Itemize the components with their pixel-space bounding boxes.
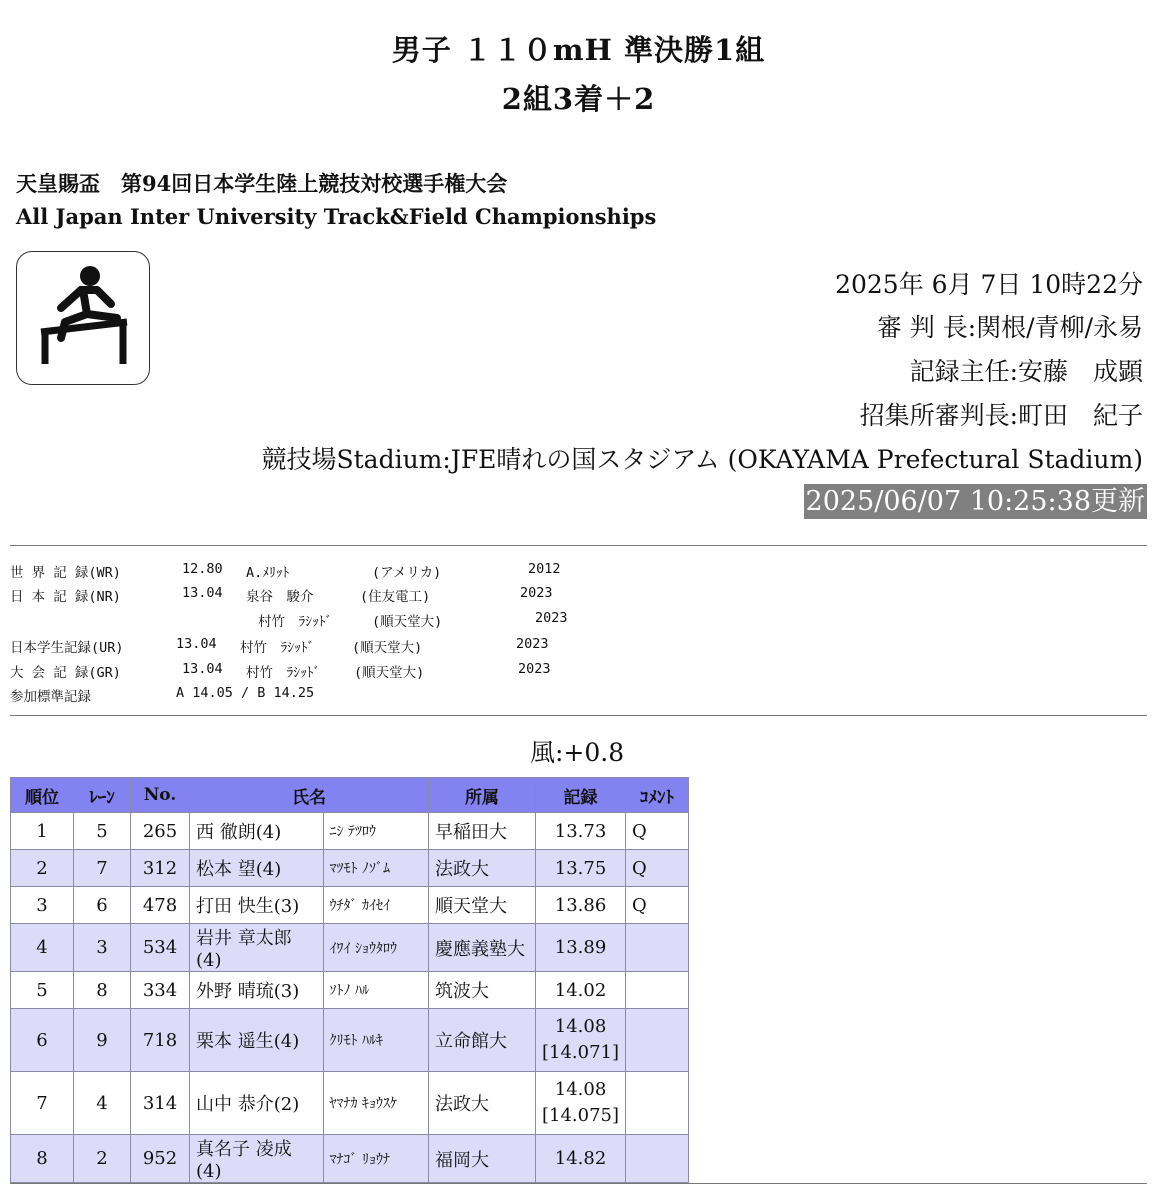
name-cell: 打田 快生(3) [190,887,324,924]
kana-cell: ｸﾘﾓﾄ ﾊﾙｷ [323,1009,428,1072]
comment-cell: Q [626,850,689,887]
time-cell: 13.73 [536,813,626,850]
team-cell: 慶應義塾大 [429,924,536,972]
name-cell: 松本 望(4) [190,850,324,887]
team-cell: 福岡大 [429,1135,536,1183]
lane-cell: 8 [74,972,131,1009]
nr-year: 2023 [520,585,553,601]
comment-cell [626,1072,689,1135]
results-table [10,777,689,1183]
nr2-team: (順天堂大) [372,614,443,630]
lane-cell: 2 [74,1135,131,1183]
kana-cell: ﾏﾅｺﾞ ﾘｮｳﾅ [323,1135,428,1183]
number-cell: 334 [131,972,190,1009]
event-logo [16,251,150,385]
table-row [11,887,689,924]
kana-cell: ｲﾜｲ ｼｮｳﾀﾛｳ [323,924,428,972]
kana-cell: ﾔﾏﾅｶ ｷｮｳｽｹ [323,1072,428,1135]
lane-cell: 9 [74,1009,131,1072]
nr-time: 13.04 [182,585,223,601]
header-lane: ﾚｰﾝ [74,778,131,813]
lane-cell: 7 [74,850,131,887]
divider [10,1183,1147,1184]
call-room-referee: 招集所審判長:町田 紀子 [859,401,1143,430]
rank-cell: 8 [11,1135,74,1183]
lane-cell: 3 [74,924,131,972]
number-cell: 314 [131,1072,190,1135]
kana-cell: ﾆｼ ﾃﾂﾛｳ [323,813,428,850]
ur-name: 村竹 ﾗｼｯﾄﾞ [240,640,315,656]
header-rank: 順位 [11,778,74,813]
number-cell: 952 [131,1135,190,1183]
name-cell: 真名子 凌成(4) [190,1135,324,1183]
table-header-row [11,778,689,813]
header-time: 記録 [536,778,626,813]
divider [10,545,1147,546]
time-value: 14.08 [554,1016,607,1037]
nr-name: 泉谷 駿介 [246,589,314,605]
header-team: 所属 [429,778,536,813]
number-cell: 312 [131,850,190,887]
updated-timestamp: 2025/06/07 10:25:38更新 [805,486,1145,517]
qualification-rule: 2組3着＋2 [501,82,656,116]
comment-cell [626,1009,689,1072]
number-cell: 718 [131,1009,190,1072]
team-cell: 順天堂大 [429,887,536,924]
lane-cell: 5 [74,813,131,850]
header-name: 氏名 [190,778,429,813]
wr-name: A.ﾒﾘｯﾄ [246,565,290,581]
rank-cell: 7 [11,1072,74,1135]
gr-label: 大 会 記 録(GR) [10,665,121,681]
table-row [11,850,689,887]
hurdler-icon [17,252,151,386]
name-cell: 外野 晴琉(3) [190,972,324,1009]
time-value: 14.08 [554,1079,607,1100]
table-row [11,1135,689,1183]
standard-value: A 14.05 / B 14.25 [176,685,315,701]
meet-name-japanese: 天皇賜盃 第94回日本学生陸上競技対校選手権大会 [16,171,508,196]
time-precise: [14.071] [542,1042,620,1063]
nr-label: 日 本 記 録(NR) [10,589,121,605]
gr-time: 13.04 [182,661,223,677]
rank-cell: 4 [11,924,74,972]
page-title: 男子 １１０mH 準決勝1組 [391,33,766,67]
table-row [11,1009,689,1072]
divider [10,715,1147,716]
number-cell: 534 [131,924,190,972]
gr-name: 村竹 ﾗｼｯﾄﾞ [246,665,321,681]
gr-team: (順天堂大) [354,665,425,681]
time-cell: 13.86 [536,887,626,924]
nr2-name: 村竹 ﾗｼｯﾄﾞ [258,614,333,630]
ur-label: 日本学生記録(UR) [10,640,124,656]
time-cell [536,1072,626,1135]
chief-referee: 審 判 長:関根/青柳/永易 [876,313,1143,342]
name-cell: 山中 恭介(2) [190,1072,324,1135]
ur-year: 2023 [516,636,549,652]
team-cell: 筑波大 [429,972,536,1009]
lane-cell: 4 [74,1072,131,1135]
comment-cell: Q [626,887,689,924]
comment-cell [626,972,689,1009]
nr-team: (住友電工) [360,589,431,605]
rank-cell: 5 [11,972,74,1009]
wr-time: 12.80 [182,561,223,577]
number-cell: 265 [131,813,190,850]
team-cell: 早稲田大 [429,813,536,850]
header-comment: ｺﾒﾝﾄ [626,778,689,813]
table-row [11,972,689,1009]
ur-team: (順天堂大) [352,640,423,656]
stadium-name: 競技場Stadium:JFE晴れの国スタジアム (OKAYAMA Prefectural Stadium) [261,445,1143,474]
name-cell: 栗本 遥生(4) [190,1009,324,1072]
team-cell: 法政大 [429,850,536,887]
wr-team: (アメリカ) [372,565,442,581]
meet-name-english: All Japan Inter University Track&Field Championships [16,204,657,229]
header-number: No. [131,778,190,813]
comment-cell [626,1135,689,1183]
time-cell [536,1009,626,1072]
kana-cell: ｿﾄﾉ ﾊﾙ [323,972,428,1009]
time-precise: [14.075] [542,1105,620,1126]
time-cell: 14.82 [536,1135,626,1183]
table-row [11,1072,689,1135]
rank-cell: 2 [11,850,74,887]
time-cell: 14.02 [536,972,626,1009]
wind-reading: 風:+0.8 [530,738,625,767]
gr-year: 2023 [518,661,551,677]
standard-label: 参加標準記録 [10,689,91,705]
number-cell: 478 [131,887,190,924]
wr-year: 2012 [528,561,561,577]
rank-cell: 6 [11,1009,74,1072]
time-cell: 13.75 [536,850,626,887]
name-cell: 岩井 章太郎(4) [190,924,324,972]
lane-cell: 6 [74,887,131,924]
table-row [11,813,689,850]
ur-time: 13.04 [176,636,217,652]
comment-cell [626,924,689,972]
team-cell: 法政大 [429,1072,536,1135]
table-row [11,924,689,972]
rank-cell: 1 [11,813,74,850]
kana-cell: ｳﾁﾀﾞ ｶｲｾｲ [323,887,428,924]
time-cell: 13.89 [536,924,626,972]
nr2-year: 2023 [535,610,568,626]
wr-label: 世 界 記 録(WR) [10,565,121,581]
report-datetime: 2025年 6月 7日 10時22分 [835,270,1143,299]
chief-recorder: 記録主任:安藤 成顕 [909,357,1143,386]
rank-cell: 3 [11,887,74,924]
name-cell: 西 徹朗(4) [190,813,324,850]
comment-cell: Q [626,813,689,850]
team-cell: 立命館大 [429,1009,536,1072]
kana-cell: ﾏﾂﾓﾄ ﾉｿﾞﾑ [323,850,428,887]
